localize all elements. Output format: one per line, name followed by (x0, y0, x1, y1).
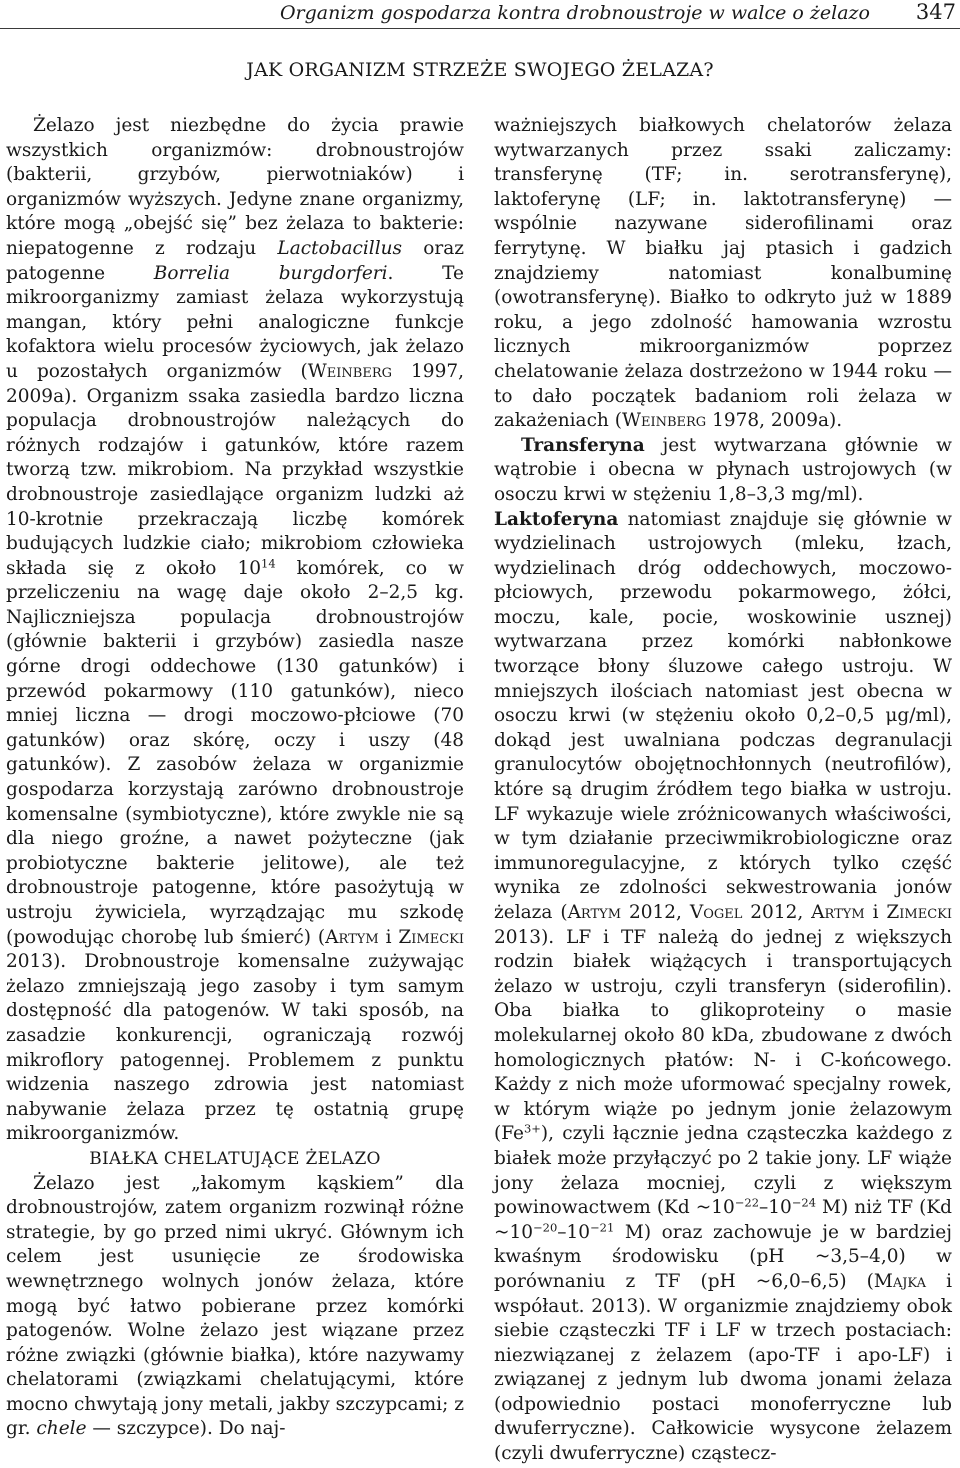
left-paragraph-1: Żelazo jest niezbędne do życia prawie wszystkich organizmów: drobnoustrojów (bakterii, grzybów, pierwotniaków) i organizmów wyższych. Jedyne znane organizmy, które mogą „obejść się” bez żelaza to bakterie: niepatogenne z rodzaju Lactobacillus oraz patogenne Borrelia burgdorferi. Te mikroorganizmy zamiast żelaza wykorzystują mangan, który pełni analogiczne funkcje kofaktora wielu procesów życiowych, jak żelazo u pozostałych organizmów (Weinberg 1997, 2009a). Organizm ssaka zasiedla bardzo liczna populacja drobnoustrojów należących do różnych rodzajów i gatunków, które razem tworzą tzw. mikrobiom. Na przykład wszystkie drobnoustroje zasiedlające organizm ludzki aż 10-krotnie przekraczają liczbę komórek budujących ludzkie ciało; mikrobiom człowieka składa się z około $10^{14}$ komórek, co w przeliczeniu na wagę daje około 2–2,5 kg. Najliczniejsza populacja drobnoustrojów (głównie bakterii i grzybów) zasiedla nasze górne drogi oddechowe (130 gatunków) i przewód pokarmowy (110 gatunków), nieco mniej liczna — drogi moczowo-płciowe (70 gatunków) oraz skórę, oczy i uszy (48 gatunków). Z zasobów żelaza w organizmie gospodarza korzystają zarówno drobnoustroje komensalne (symbiotyczne), które zwykle nie są dla niego groźne, a nawet pożyteczne (jak probiotyczne bakterie jelitowe), ale też drobnoustroje patogenne, które pasożytują w ustroju żywiciela, wyrządzając mu szkodę (powodując chorobę lub śmierć) (Artym i Zimecki 2013). Drobnoustroje komensalne zużywając żelazo zmniejszają jego zasoby i tym samym dostępność dla patogenów. W taki sposób, na zasadzie konkurencji, ograniczają rozwój mikroflory patogennej. Problemem z punktu widzenia naszego zdrowia jest natomiast nabywanie żelaza przez tę ostatnią grupę mikroorganizmów. (6, 115, 465, 1145)
header-rule (0, 28, 960, 29)
citation-author: Artym (325, 926, 379, 948)
right-paragraph-1: ważniejszych białkowych chelatorów żelaza wytwarzanych przez ssaki zaliczamy: transferynę (TF; in. serotransferynę), laktoferynę (LF; in. laktotransferynę) — wspólnie nazywane siderofilinami oraz ferrytynę. W białku jaj ptasich i gadzich znajdziemy natomiast konalbuminę (owotransferynę). Białko to odkryto już w 1889 roku, a jego zdolność hamowania wzrostu licznych mikroorganizmów poprzez chelatowanie żelaza dostrzeżono w 1944 roku — to dało początek badaniom roli żelaza w zakażeniach (Weinberg 1978, 2009a). (494, 115, 952, 432)
right-paragraph-3: Laktoferyna natomiast znajduje się głównie w wydzielinach ustrojowych (mleku, łzach, wydzielinach dróg oddechowych, moczowo-płciowych, przewodu pokarmowego, żółci, moczu, kale, pocie, woskowinie usznej) wytwarzana przez komórki nabłonkowe tworzące błony śluzowe całego ustroju. W mniejszych ilościach natomiast jest obecna w osoczu krwi (w stężeniu około 0,2–0,5 μg/ml), dokąd jest uwalniana podczas degranulacji granulocytów obojętnochłonnych (neutrofilów), które są drugim źródłem tego białka w ustroju. LF wykazuje wiele zróżnicowanych właściwości, w tym działanie przeciwmikrobiologiczne oraz immunoregulacyjne, z których tylko część wynika ze zdolności sekwestrowania jonów żelaza (Artym 2012, Vogel 2012, Artym i Zimecki 2013). LF i TF należą do jednej z większych rodzin białek wiążących i transportujących żelazo w ustroju, czyli transferyn (siderofilin). Oba białka to glikoproteiny o masie molekularnej około 80 kDa, zbudowane z dwóch homologicznych płatów: N- i C-końcowego. Każdy z nich może uformować specjalny rowek, w którym wiąże po jednym jonie żelazowym $(Fe^{3+})$, czyli łącznie jedna cząsteczka każdego z białek może przyłączyć po 2 takie jony. LF wiąże jony żelaza mocniej, czyli z większym powinowactwem (Kd $\sim 10^{-22}-10^{-24}$ M) niż TF (Kd $\sim 10^{-20}-10^{-21}$ M) oraz zachowuje je w bardziej kwaśnym środowisku (pH ~3,5–4,0) w porównaniu z TF (pH ~6,0–6,5) (Majka i współaut. 2013). W organizmie znajdziemy obok siebie cząsteczki TF i LF w trzech postaciach: niezwiązanej z żelazem (apo-TF i apo-LF) i związanej z jednym lub dwoma jonami żelaza (odpowiednio postaci monoferryczne lub dwuferryczne). Całkowicie wysycone żelazem (czyli dwuferryczne) cząstecz- (494, 508, 952, 1465)
term-laktoferyna: Laktoferyna (494, 508, 619, 530)
citation-author: Artym (567, 902, 622, 923)
exponent: −20 (533, 1220, 558, 1235)
page-number: 347 (915, 0, 956, 24)
exponent: 14 (261, 556, 276, 571)
citation-author: Vogel (689, 902, 743, 923)
citation-author: Weinberg (621, 410, 707, 432)
section-title: JAK ORGANIZM STRZEŻE SWOJEGO ŻELAZA? (246, 59, 714, 81)
exponent: −21 (590, 1220, 615, 1235)
genus-lactobacillus: Lactobacillus (277, 237, 403, 259)
species-borrelia: Borrelia burgdorferi (153, 262, 388, 284)
subsection-title: BIAŁKA CHELATUJĄCE ŻELAZO (89, 1148, 381, 1169)
running-title: Organizm gospodarza kontra drobnoustroje w walce o żelazo (279, 2, 870, 24)
citation-author: Majka (873, 1270, 927, 1292)
greek-term: chele (36, 1418, 87, 1440)
exponent: −24 (791, 1195, 816, 1210)
right-column (494, 114, 952, 1467)
citation-author: Zimecki (398, 926, 464, 948)
citation-author: Artym (811, 902, 865, 923)
left-column (6, 114, 464, 1442)
left-paragraph-2: Żelazo jest „łakomym kąskiem” dla drobnoustrojów, zatem organizm rozwinął różne strategie, by go przed nimi ukryć. Głównym ich celem jest usunięcie ze środowiska wewnętrznego wolnych jonów żelaza, które mogą być łatwo pobierane przez komórki patogenów. Wolne żelazo jest wiązane przez różne związki (głównie białka), które nazywamy chelatorami (związkami chelatującymi, które mocno chwytają jony metali, jakby szczypcami; z gr. chele — szczypce). Do naj- (6, 1172, 464, 1440)
citation-author: Weinberg (307, 360, 392, 382)
exponent: −22 (734, 1195, 759, 1210)
right-paragraph-2: Transferyna jest wytwarzana głównie w wątrobie i obecna w płynach ustrojowych (w osoczu krwi w stężeniu 1,8–3,3 mg/ml). (494, 434, 952, 505)
term-transferyna: Transferyna (521, 434, 645, 456)
ion-charge: 3+ (524, 1122, 541, 1137)
citation-author: Zimecki (886, 902, 952, 923)
